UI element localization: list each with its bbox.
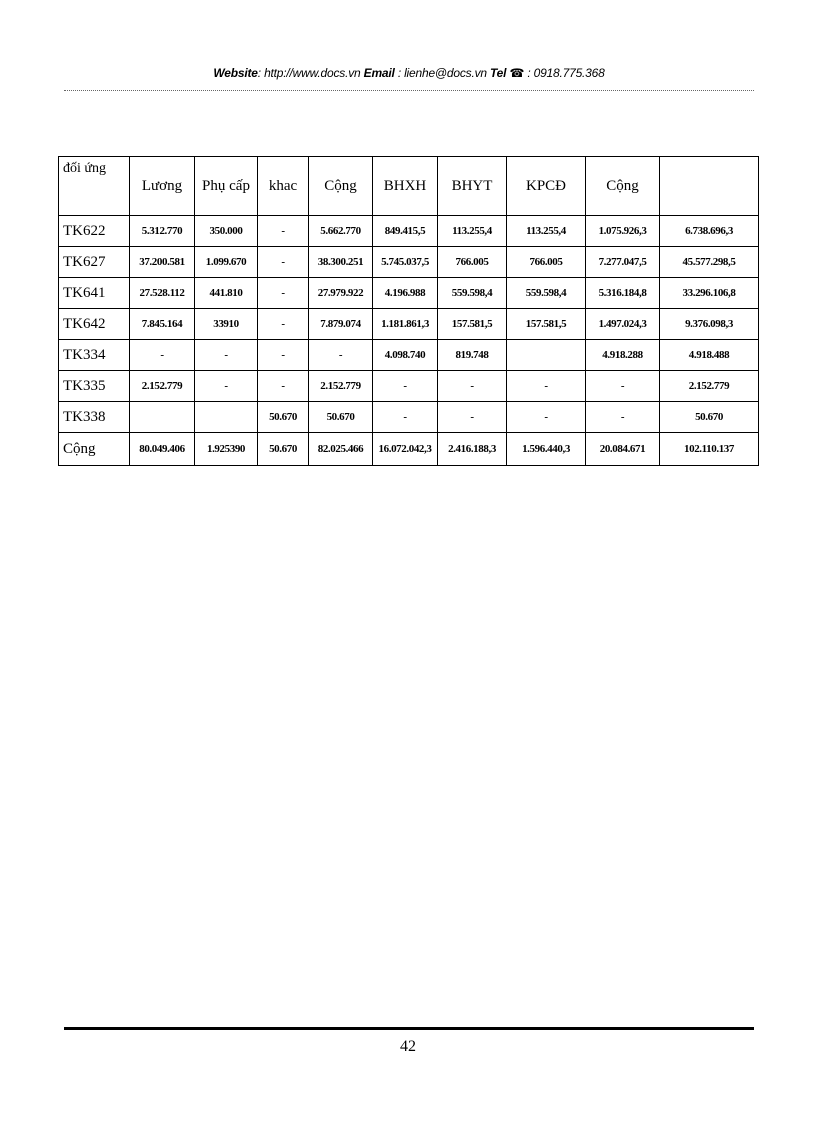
- header-khac: khac: [258, 157, 309, 216]
- account-code-cell: TK641: [59, 278, 130, 309]
- table-cell: -: [586, 371, 660, 402]
- table-cell: -: [258, 278, 309, 309]
- table-row: [59, 340, 759, 371]
- account-code-cell: Cộng: [59, 433, 130, 466]
- website-label: Website: [213, 66, 258, 80]
- table-cell: -: [258, 371, 309, 402]
- header-cong-2: Cộng: [586, 157, 660, 216]
- table-cell: 50.670: [660, 402, 759, 433]
- footer-divider: [64, 1027, 754, 1030]
- header-luong: Lương: [130, 157, 195, 216]
- table-cell: 20.084.671: [586, 433, 660, 466]
- table-cell: 5.312.770: [130, 216, 195, 247]
- table-cell: 82.025.466: [309, 433, 373, 466]
- table-cell: 5.662.770: [309, 216, 373, 247]
- email-label: Email: [363, 66, 395, 80]
- table-cell: 4.098.740: [373, 340, 438, 371]
- table-cell: 1.075.926,3: [586, 216, 660, 247]
- table-cell: -: [258, 340, 309, 371]
- table-cell: -: [258, 216, 309, 247]
- table-cell: 16.072.042,3: [373, 433, 438, 466]
- table-cell: 38.300.251: [309, 247, 373, 278]
- table-cell: -: [586, 402, 660, 433]
- table-cell: 4.196.988: [373, 278, 438, 309]
- page-number: 42: [400, 1038, 416, 1055]
- table-cell: 27.528.112: [130, 278, 195, 309]
- header-kpcd: KPCĐ: [507, 157, 586, 216]
- table-cell: 50.670: [258, 433, 309, 466]
- email-address[interactable]: : lienhe@docs.vn: [394, 66, 490, 80]
- table-cell: 33.296.106,8: [660, 278, 759, 309]
- website-url[interactable]: : http://www.docs.vn: [257, 66, 364, 80]
- table-header-row: [59, 157, 759, 216]
- table-cell: 7.845.164: [130, 309, 195, 340]
- table-cell: -: [309, 340, 373, 371]
- table-cell: 2.152.779: [660, 371, 759, 402]
- table-cell: -: [258, 309, 309, 340]
- table-cell: 37.200.581: [130, 247, 195, 278]
- table-cell: 1.181.861,3: [373, 309, 438, 340]
- table-cell: 559.598,4: [438, 278, 507, 309]
- table-cell: 4.918.288: [586, 340, 660, 371]
- table-cell: -: [507, 402, 586, 433]
- account-code-cell: TK642: [59, 309, 130, 340]
- table-cell: [195, 402, 258, 433]
- table-cell: 1.925390: [195, 433, 258, 466]
- table-row: [59, 371, 759, 402]
- table-cell: 157.581,5: [507, 309, 586, 340]
- table-cell: 7.277.047,5: [586, 247, 660, 278]
- table-row: [59, 278, 759, 309]
- tel-label: Tel: [490, 66, 507, 80]
- table-cell: -: [438, 402, 507, 433]
- table-cell: 9.376.098,3: [660, 309, 759, 340]
- table-cell: 6.738.696,3: [660, 216, 759, 247]
- table-cell: 819.748: [438, 340, 507, 371]
- table-cell: -: [373, 402, 438, 433]
- header-total: [660, 157, 759, 216]
- table-row: [59, 247, 759, 278]
- table-cell: 33910: [195, 309, 258, 340]
- table-cell: 50.670: [258, 402, 309, 433]
- table-cell: 102.110.137: [660, 433, 759, 466]
- tel-number: : 0918.775.368: [524, 66, 605, 80]
- ledger-table: [58, 156, 759, 466]
- table-cell: 849.415,5: [373, 216, 438, 247]
- table-cell: -: [258, 247, 309, 278]
- table-row: [59, 309, 759, 340]
- header-bhyt: BHYT: [438, 157, 507, 216]
- table-cell: [507, 340, 586, 371]
- table-cell: 27.979.922: [309, 278, 373, 309]
- header-cong-1: Cộng: [309, 157, 373, 216]
- table-cell: 559.598,4: [507, 278, 586, 309]
- table-cell: 5.316.184,8: [586, 278, 660, 309]
- table-cell: 2.152.779: [130, 371, 195, 402]
- phone-icon: ☎: [509, 66, 525, 80]
- table-row: [59, 402, 759, 433]
- table-cell: 1.497.024,3: [586, 309, 660, 340]
- account-code-cell: TK627: [59, 247, 130, 278]
- table-cell: -: [373, 371, 438, 402]
- header-phu-cap: Phụ cấp: [195, 157, 258, 216]
- table-cell: 766.005: [438, 247, 507, 278]
- table-cell: 4.918.488: [660, 340, 759, 371]
- table-cell: -: [130, 340, 195, 371]
- account-code-cell: TK334: [59, 340, 130, 371]
- table-cell: 50.670: [309, 402, 373, 433]
- table-cell: 7.879.074: [309, 309, 373, 340]
- table-cell: -: [438, 371, 507, 402]
- table-body: [59, 216, 759, 466]
- account-code-cell: TK338: [59, 402, 130, 433]
- header-bhxh: BHXH: [373, 157, 438, 216]
- page-header: [64, 66, 754, 80]
- table-cell: 157.581,5: [438, 309, 507, 340]
- table-cell: -: [195, 371, 258, 402]
- table-cell: 45.577.298,5: [660, 247, 759, 278]
- table-cell: 80.049.406: [130, 433, 195, 466]
- table-cell: 766.005: [507, 247, 586, 278]
- account-code-cell: TK622: [59, 216, 130, 247]
- header-doi-ung: đối ứng: [59, 157, 130, 216]
- table-cell: 2.152.779: [309, 371, 373, 402]
- table-row: [59, 433, 759, 466]
- table-cell: 5.745.037,5: [373, 247, 438, 278]
- table-cell: 113.255,4: [438, 216, 507, 247]
- header-divider: [64, 90, 754, 91]
- table-cell: [130, 402, 195, 433]
- table-cell: 2.416.188,3: [438, 433, 507, 466]
- table-cell: 441.810: [195, 278, 258, 309]
- table-row: [59, 216, 759, 247]
- account-code-cell: TK335: [59, 371, 130, 402]
- table-cell: 113.255,4: [507, 216, 586, 247]
- table-cell: 1.099.670: [195, 247, 258, 278]
- table-cell: -: [507, 371, 586, 402]
- table-cell: 350.000: [195, 216, 258, 247]
- table-cell: 1.596.440,3: [507, 433, 586, 466]
- table-cell: -: [195, 340, 258, 371]
